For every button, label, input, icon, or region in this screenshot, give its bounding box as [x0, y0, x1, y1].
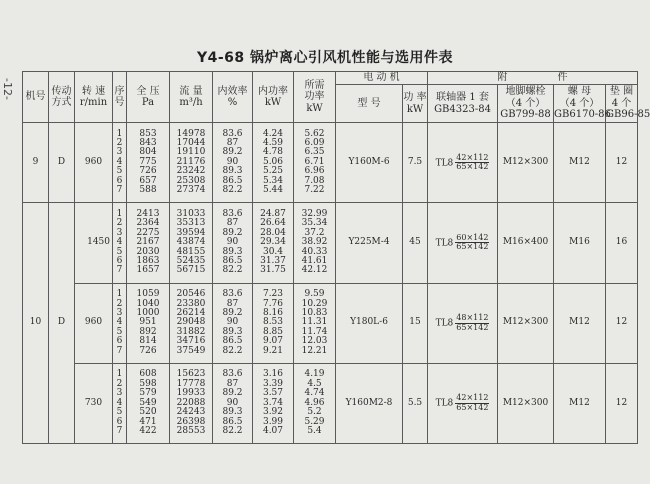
- required-power-cell: 4.19 4.5 4.74 4.96 5.2 5.29 5.4: [294, 363, 336, 443]
- pressure-cell: 853 843 804 775 726 657 588: [127, 123, 170, 203]
- flow-cell: 31033 35313 39594 43874 48155 52435 56715: [170, 203, 213, 283]
- required-power-cell: 5.62 6.09 6.35 6.71 6.96 7.08 7.22: [294, 123, 336, 203]
- motor-model-cell: Y180L-6: [336, 283, 403, 363]
- header-coupling: 联轴器 1 套 GB4323-84: [428, 85, 498, 123]
- header-speed: 转 速 r/min: [75, 72, 113, 123]
- motor-power-cell: 45: [403, 203, 428, 283]
- anchor-bolt-cell: M16×400: [498, 203, 554, 283]
- pressure-cell: 1059 1040 1000 951 892 814 726: [127, 283, 170, 363]
- washer-cell: 12: [606, 363, 638, 443]
- header-internal-power: 内功率 kW: [253, 72, 294, 123]
- coupling-cell: TL8 $\frac{42\times 112}{65\times 142}$: [428, 363, 498, 443]
- anchor-bolt-cell: M12×300: [498, 123, 554, 203]
- table-row: [23, 123, 638, 203]
- machine-no: 10: [23, 203, 49, 444]
- anchor-bolt-cell: M12×300: [498, 363, 554, 443]
- speed-cell: 960: [75, 123, 113, 203]
- speed-cell: 960: [75, 283, 113, 363]
- seq-cell: 1 2 3 4 5 6 7: [113, 363, 127, 443]
- nut-cell: M12: [554, 123, 606, 203]
- flow-cell: 20546 23380 26214 29048 31882 34716 37549: [170, 283, 213, 363]
- header-pressure: 全 压 Pa: [127, 72, 170, 123]
- coupling-cell: TL8 $\frac{48\times 112}{65\times 142}$: [428, 283, 498, 363]
- speed-cell: 730: [75, 363, 113, 443]
- header-nut: 螺 母 （4 个） GB6170-86: [554, 85, 606, 123]
- header-motor-power: 功 率 kW: [403, 85, 428, 123]
- washer-cell: 16: [606, 203, 638, 283]
- header-motor-model: 型 号: [336, 85, 403, 123]
- drive-type: D: [49, 123, 75, 203]
- performance-table: [22, 71, 650, 444]
- header-accessories-group: 附 件: [428, 72, 638, 85]
- table-title: Y4-68 锅炉离心引风机性能与选用件表: [196, 50, 454, 66]
- header-anchor-bolt: 地脚螺栓 （4 个） GB799-88: [498, 85, 554, 123]
- seq-cell: 1 2 3 4 5 6 7: [113, 203, 127, 283]
- pressure-cell: 2413 2364 2275 2167 2030 1863 1657: [127, 203, 170, 283]
- machine-no: 9: [23, 123, 49, 203]
- table-header: [23, 72, 650, 123]
- nut-cell: M12: [554, 363, 606, 443]
- seq-cell: 1 2 3 4 5 6 7: [113, 283, 127, 363]
- page-number: -12-: [1, 78, 14, 100]
- washer-cell: 12: [606, 123, 638, 203]
- motor-power-cell: 7.5: [403, 123, 428, 203]
- required-power-cell: 32.99 35.34 37.2 38.92 40.33 41.61 42.12: [294, 203, 336, 283]
- header-required-power: 所需 功率 kW: [294, 72, 336, 123]
- table-row: [23, 363, 638, 443]
- coupling-cell: TL8 $\frac{60\times 142}{65\times 142}$: [428, 203, 498, 283]
- seq-cell: 1 2 3 4 5 6 7: [113, 123, 127, 203]
- motor-model-cell: Y160M2-8: [336, 363, 403, 443]
- header-efficiency: 内效率 %: [213, 72, 253, 123]
- motor-power-cell: 5.5: [403, 363, 428, 443]
- efficiency-cell: 83.6 87 89.2 90 89.3 86.5 82.2: [213, 203, 253, 283]
- table-row: [23, 203, 638, 283]
- nut-cell: M16: [554, 203, 606, 283]
- header-seq: 序 号: [113, 72, 127, 123]
- header-motor-group: 电 动 机: [336, 72, 428, 85]
- nut-cell: M12: [554, 283, 606, 363]
- header-washer: 垫 圈 4 个 GB96-85: [606, 85, 638, 123]
- internal-power-cell: 4.24 4.59 4.78 5.06 5.25 5.34 5.44: [253, 123, 294, 203]
- header-flow: 流 量 m³/h: [170, 72, 213, 123]
- efficiency-cell: 83.6 87 89.2 90 89.3 86.5 82.2: [213, 283, 253, 363]
- efficiency-cell: 83.6 87 89.2 90 89.3 86.5 82.2: [213, 363, 253, 443]
- efficiency-cell: 83.6 87 89.2 90 89.3 86.5 82.2: [213, 123, 253, 203]
- table-row: [23, 283, 638, 363]
- internal-power-cell: 3.16 3.39 3.57 3.74 3.92 3.99 4.07: [253, 363, 294, 443]
- required-power-cell: 9.59 10.29 10.83 11.31 11.74 12.03 12.21: [294, 283, 336, 363]
- internal-power-cell: 7.23 7.76 8.16 8.53 8.85 9.07 9.21: [253, 283, 294, 363]
- internal-power-cell: 24.87 26.64 28.04 29.34 30.4 31.37 31.75: [253, 203, 294, 283]
- motor-model-cell: Y160M-6: [336, 123, 403, 203]
- flow-cell: 14978 17044 19110 21176 23242 25308 27374: [170, 123, 213, 203]
- header-no: 机号: [23, 72, 49, 123]
- washer-cell: 12: [606, 283, 638, 363]
- flow-cell: 15623 17778 19933 22088 24243 26398 28553: [170, 363, 213, 443]
- coupling-cell: TL8 $\frac{42\times 112}{65\times 142}$: [428, 123, 498, 203]
- speed-cell: 1450: [75, 203, 113, 283]
- header-drive: 传动 方式: [49, 72, 75, 123]
- motor-model-cell: Y225M-4: [336, 203, 403, 283]
- motor-power-cell: 15: [403, 283, 428, 363]
- anchor-bolt-cell: M12×300: [498, 283, 554, 363]
- pressure-cell: 608 598 579 549 520 471 422: [127, 363, 170, 443]
- drive-type: D: [49, 203, 75, 444]
